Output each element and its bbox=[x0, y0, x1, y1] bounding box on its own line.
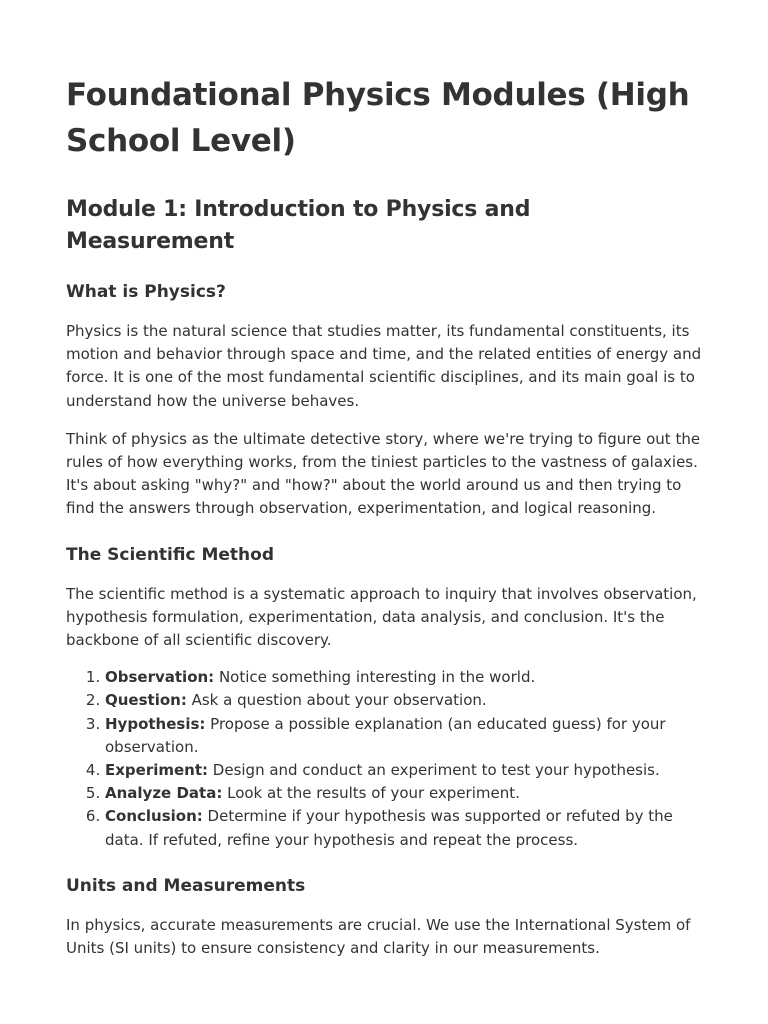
step-text: Notice something interesting in the world. bbox=[214, 668, 536, 687]
units-intro: In physics, accurate measurements are crucial. We use the International System of Units (SI units) to ensure consistency and clarity in our measurements. bbox=[66, 915, 691, 958]
list-item bbox=[105, 713, 702, 759]
step-text: Determine if your hypothesis was supported or refuted by the data. If refuted, refine your hypothesis and repeat the process. bbox=[105, 807, 673, 849]
module-1-heading: Module 1: Introduction to Physics and Measurement bbox=[66, 197, 531, 254]
step-text: Ask a question about your observation. bbox=[186, 691, 487, 710]
step-text: Design and conduct an experiment to test your hypothesis. bbox=[208, 761, 660, 780]
what-is-physics-paragraph-2: Think of physics as the ultimate detective story, where we're trying to figure out the rules of how everything works, from the tiniest particles to the vastness of galaxies. It's about asking "why?" and "how?" about the world around us and then trying to find the answers through observation, experimentation, and logical reasoning. bbox=[66, 429, 701, 518]
list-item bbox=[105, 759, 702, 782]
scientific-method-intro: The scientific method is a systematic approach to inquiry that involves observation, hypothesis formulation, experimentation, data analysis, and conclusion. It's the backbone of all scientific discovery. bbox=[66, 584, 697, 650]
step-text: Look at the results of your experiment. bbox=[222, 784, 520, 803]
step-term: Analyze Data: bbox=[105, 784, 223, 803]
scientific-method-heading: The Scientific Method bbox=[66, 544, 275, 565]
list-item bbox=[105, 666, 702, 689]
what-is-physics-heading: What is Physics? bbox=[66, 282, 226, 302]
list-item bbox=[105, 689, 702, 712]
step-term: Conclusion: bbox=[105, 807, 203, 826]
list-item bbox=[105, 805, 702, 851]
page-title: Foundational Physics Modules (High School Level) bbox=[66, 77, 690, 159]
step-term: Observation: bbox=[105, 668, 215, 687]
step-text: Propose a possible explanation (an educated guess) for your observation. bbox=[105, 714, 666, 756]
list-item bbox=[105, 782, 702, 805]
step-term: Experiment: bbox=[105, 761, 209, 780]
scientific-method-steps bbox=[66, 666, 702, 852]
units-heading: Units and Measurements bbox=[66, 875, 306, 896]
step-term: Hypothesis: bbox=[105, 714, 206, 733]
what-is-physics-paragraph-1: Physics is the natural science that studies matter, its fundamental constituents, its motion and behavior through space and time, and the related entities of energy and force. It is one of the most fundamental scientific disciplines, and its main goal is to understand how the universe behaves. bbox=[66, 322, 702, 410]
step-term: Question: bbox=[105, 691, 187, 710]
